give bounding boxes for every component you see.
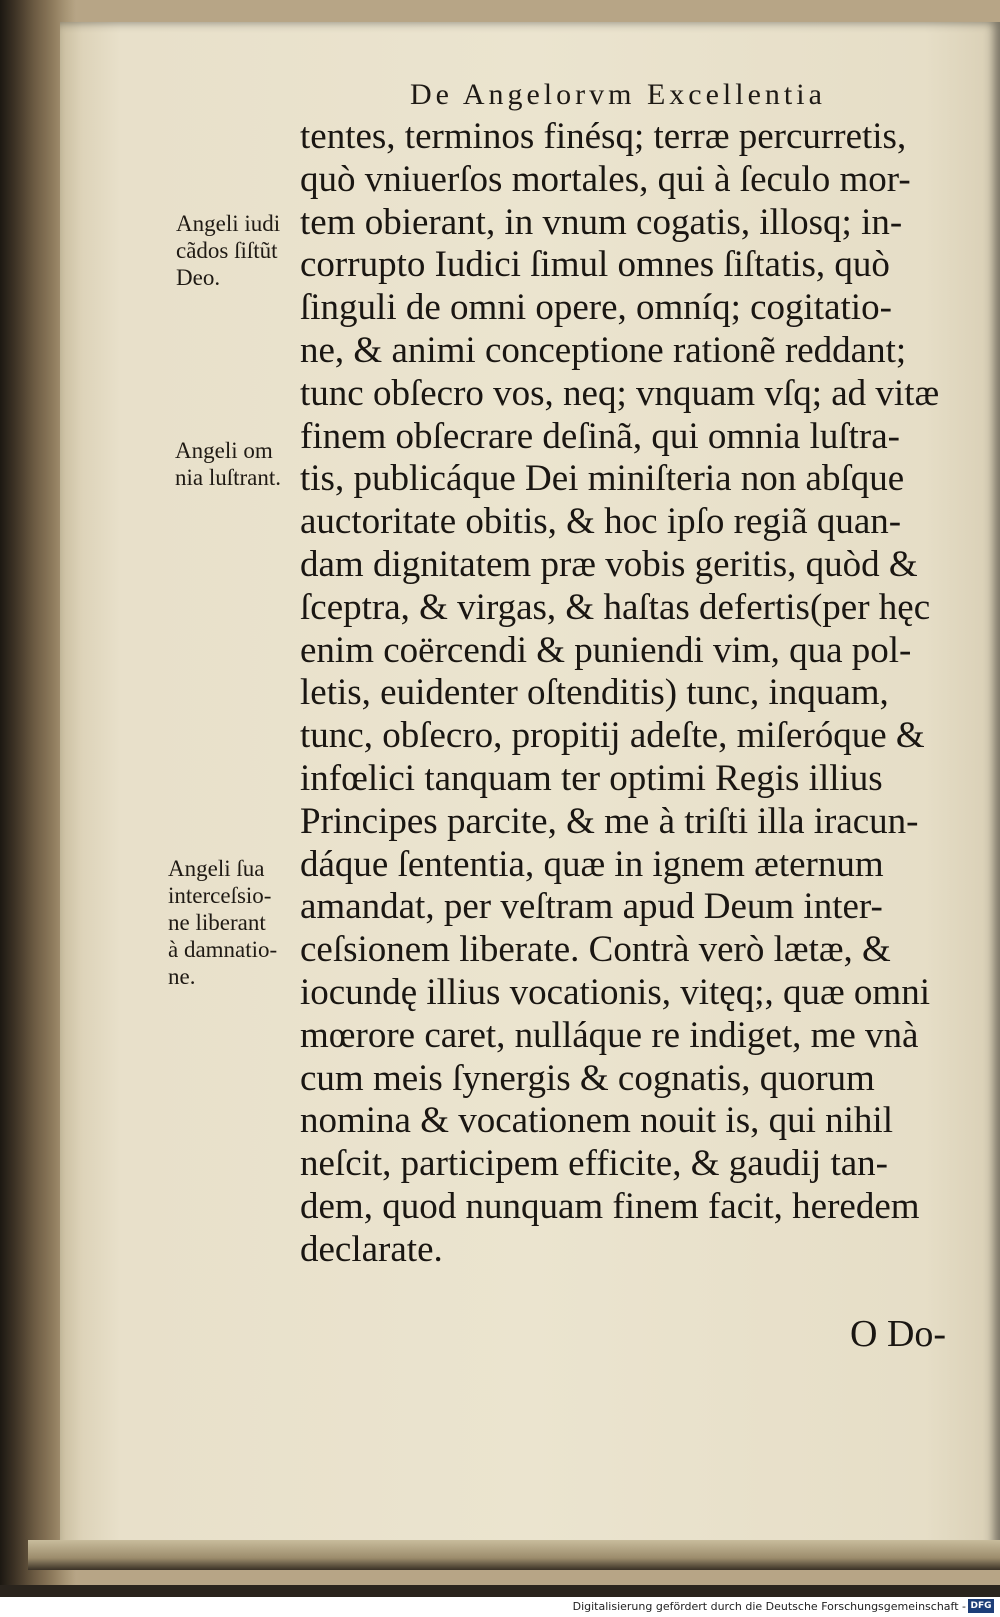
marginal-note-line: interceſsio- [168, 883, 272, 908]
text-line: infœlici tanquam ter optimi Regis illius [300, 757, 883, 799]
text-line: dem, quod nunquam finem facit, heredem [300, 1185, 920, 1227]
marginal-note [175, 437, 281, 491]
footer-credit: Digitalisierung gefördert durch die Deutsche Forschungsgemeinschaft - [572, 1600, 966, 1613]
text-line: mœrore caret, nulláque re indiget, me vnà [300, 1014, 919, 1056]
catchword: O Do- [850, 1313, 947, 1355]
text-line: auctoritate obitis, & hoc ipſo regiã quan- [300, 501, 902, 543]
running-title: De Angelorvm Excellentia [410, 78, 826, 111]
marginal-note-line: Angeli om [175, 438, 273, 463]
text-line: tunc, obſecro, propitij adeſte, miſeróque & [300, 715, 925, 757]
text-line: ſceptra, & virgas, & haſtas defertis(per hęc [300, 586, 931, 628]
marginal-note [176, 210, 280, 291]
marginal-note [168, 855, 277, 990]
text-line: dam dignitatem præ vobis geritis, quòd & [300, 543, 918, 585]
text-line: nomina & vocationem nouit is, qui nihil [300, 1100, 893, 1142]
text-line: finem obſecrare deſinã, qui omnia luſtra- [300, 415, 900, 457]
marginal-note-line: cãdos ſiſtũt [176, 238, 278, 263]
text-line: Principes parcite, & me à triſti illa iracun- [300, 800, 919, 842]
text-line: tem obierant, in vnum cogatis, illosq; in- [300, 201, 903, 243]
text-line: cum meis ſynergis & cognatis, quorum [300, 1057, 875, 1099]
text-line: letis, euidenter oſtenditis) tunc, inquam, [300, 672, 889, 714]
marginal-note-line: nia luſtrant. [175, 465, 282, 490]
page-edge [28, 1540, 1000, 1570]
text-line: enim coërcendi & puniendi vim, qua pol- [300, 629, 912, 671]
text-line: tis, publicáque Dei miniſteria non abſque [300, 458, 905, 500]
text-line: ne, & animi conceptione rationẽ reddant; [300, 329, 907, 371]
marginal-note-line: ne. [168, 964, 196, 989]
text-line: tunc obſecro vos, neq; vnquam vſq; ad vitæ [300, 372, 940, 414]
text-line: quò vniuerſos mortales, qui à ſeculo mor- [300, 158, 911, 200]
marginal-note-line: ne liberant [168, 910, 266, 935]
text-line: ceſsionem liberate. Contrà verò lætæ, & [300, 929, 891, 971]
dfg-logo-icon: DFG [968, 1599, 994, 1613]
text-line: ſinguli de omni opere, omníq; cogitatio- [300, 287, 892, 329]
text-line: declarate. [300, 1228, 443, 1270]
marginal-note-line: Deo. [176, 265, 221, 290]
text-line: iocundę illius vocationis, vitęq;, quæ omni [300, 971, 930, 1013]
text-line: dáque ſententia, quæ in ignem æternum [300, 843, 884, 885]
text-line: neſcit, participem efficite, & gaudij tan- [300, 1143, 889, 1185]
text-line: corrupto Iudici ſimul omnes ſiſtatis, quò [300, 244, 890, 286]
text-line: tentes, terminos finésq; terræ percurretis, [300, 116, 907, 157]
text-line: amandat, per veſtram apud Deum inter- [300, 886, 883, 928]
marginal-note-line: Angeli iudi [176, 211, 281, 236]
body-text [300, 116, 980, 1272]
marginal-note-line: Angeli ſua [168, 856, 265, 881]
marginal-note-line: à damnatio- [168, 937, 278, 962]
